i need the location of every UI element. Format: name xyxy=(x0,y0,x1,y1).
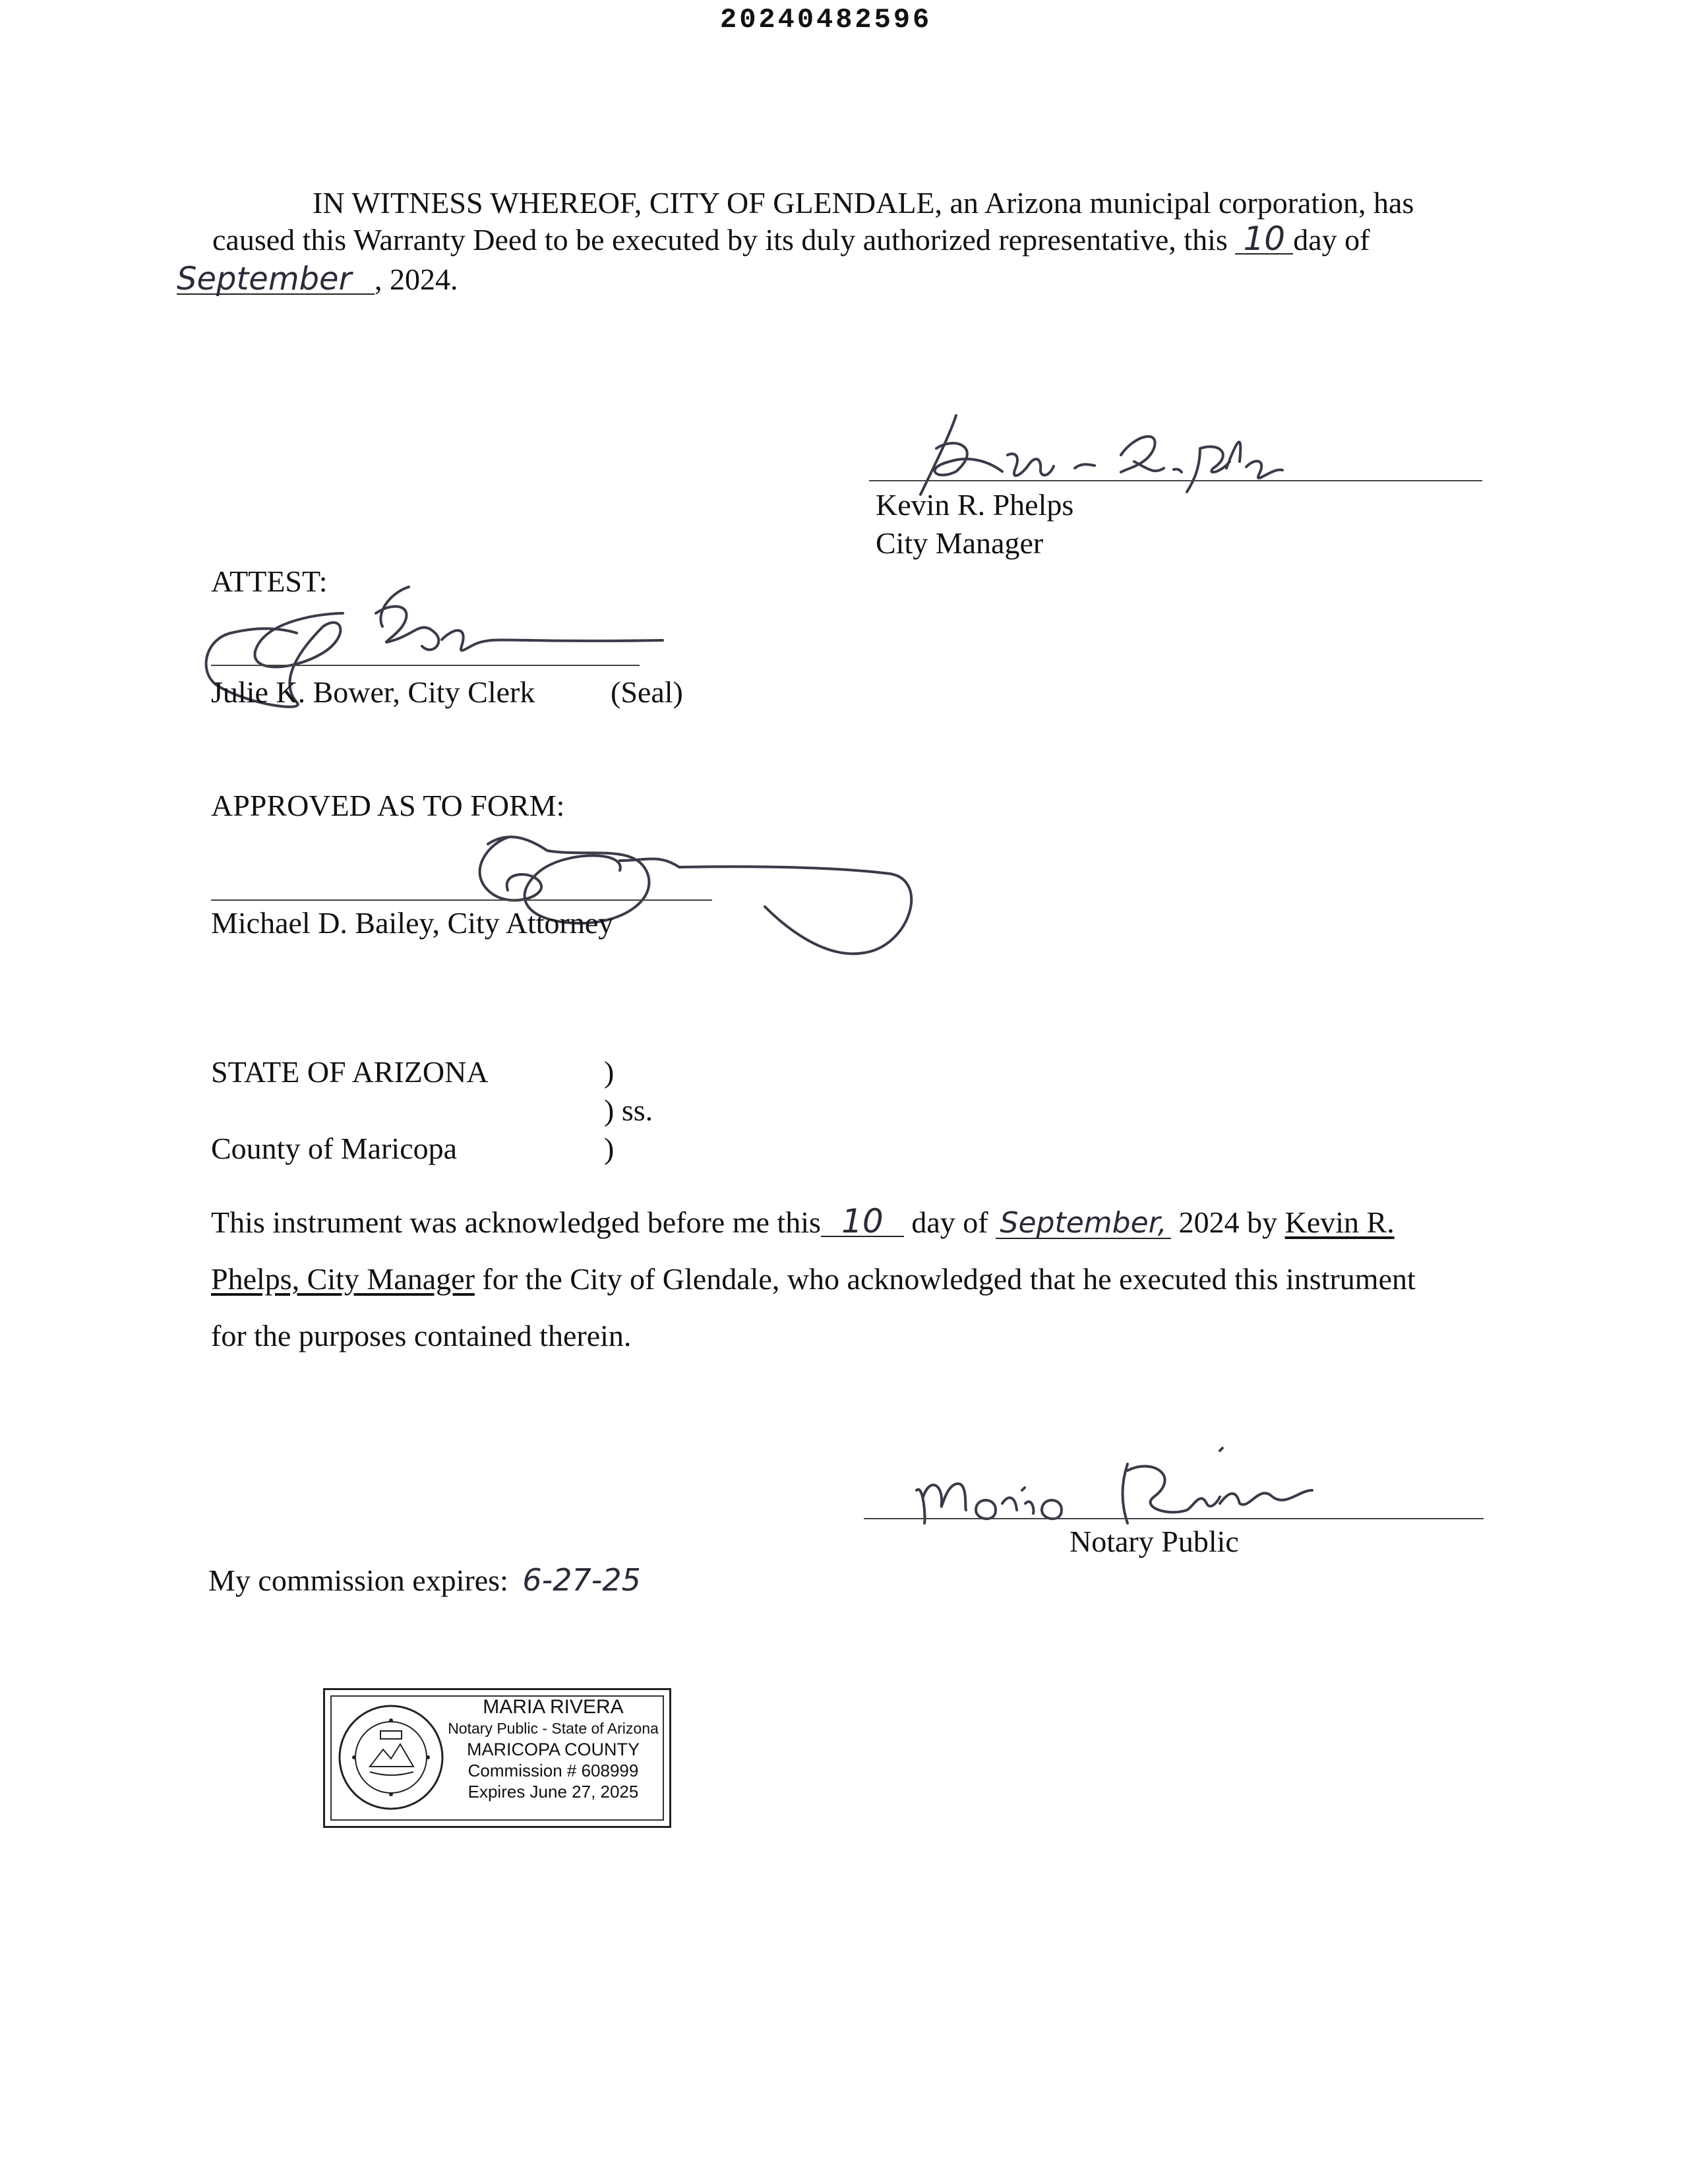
witness-year: , 2024. xyxy=(375,262,458,296)
ack-text-2: for the City of Glendale, who acknowledged that he executed this instrument xyxy=(482,1262,1416,1296)
venue-paren-ss: ) ss. xyxy=(604,1093,653,1127)
approved-label: APPROVED AS TO FORM: xyxy=(211,789,565,822)
venue-paren-3: ) xyxy=(604,1132,615,1165)
stamp-notary-name: MARIA RIVERA xyxy=(483,1696,624,1718)
commission-line xyxy=(208,1562,641,1599)
witness-day-handwritten: 10 xyxy=(1235,224,1293,255)
acknowledgment-line-1 xyxy=(211,1204,1395,1241)
city-attorney-signature xyxy=(448,824,963,983)
city-manager-title: City Manager xyxy=(876,526,1044,560)
county-label: County of Maricopa xyxy=(211,1132,458,1165)
recording-number: 20240482596 xyxy=(720,4,932,36)
witness-line-2 xyxy=(212,222,1370,258)
notary-stamp-text xyxy=(441,1697,665,1802)
city-manager-signature-line xyxy=(869,480,1482,481)
venue-paren-1: ) xyxy=(604,1055,615,1089)
ack-person-a: Kevin R. xyxy=(1284,1205,1395,1239)
notary-title: Notary Public xyxy=(1070,1525,1239,1558)
city-clerk-signature-line xyxy=(211,665,640,666)
acknowledgment-line-2 xyxy=(211,1261,1416,1298)
city-attorney-name: Michael D. Bailey, City Attorney xyxy=(211,906,614,940)
city-manager-name: Kevin R. Phelps xyxy=(876,488,1074,522)
stamp-commission-number: Commission # 608999 xyxy=(467,1761,639,1780)
notary-stamp xyxy=(323,1688,671,1828)
ack-text-1: This instrument was acknowledged before me this xyxy=(211,1205,821,1239)
acknowledgment-line-3: for the purposes contained therein. xyxy=(211,1319,632,1352)
city-attorney-signature-line xyxy=(211,899,712,901)
stamp-county: MARICOPA COUNTY xyxy=(466,1740,640,1759)
ack-day-handwritten: 10 xyxy=(821,1207,904,1237)
arizona-state-seal-icon xyxy=(337,1703,445,1811)
city-clerk-name: Julie K. Bower, City Clerk xyxy=(211,675,535,709)
ack-day-of: day of xyxy=(911,1205,988,1239)
notary-signature-line xyxy=(864,1518,1484,1519)
attest-label: ATTEST: xyxy=(211,564,328,598)
commission-label: My commission expires: xyxy=(208,1563,508,1597)
seal-label: (Seal) xyxy=(611,675,683,709)
ack-month-handwritten: September, xyxy=(996,1209,1171,1239)
state-label: STATE OF ARIZONA xyxy=(211,1055,489,1089)
witness-line-1: IN WITNESS WHEREOF, CITY OF GLENDALE, an Arizona municipal corporation, has xyxy=(313,186,1414,220)
ack-person-b: Phelps, City Manager xyxy=(211,1262,475,1296)
stamp-notary-state: Notary Public - State of Arizona xyxy=(448,1720,659,1737)
commission-date-handwritten: 6-27-25 xyxy=(522,1562,641,1598)
notary-signature xyxy=(910,1444,1345,1530)
witness-line-2-text: caused this Warranty Deed to be executed by its duly authorized representative, this xyxy=(212,223,1228,257)
witness-line-3 xyxy=(177,261,458,298)
ack-year-by: 2024 by xyxy=(1178,1205,1278,1239)
witness-month-handwritten: September xyxy=(177,264,375,295)
stamp-expiration: Expires June 27, 2025 xyxy=(467,1782,639,1802)
witness-day-of: day of xyxy=(1293,223,1370,257)
